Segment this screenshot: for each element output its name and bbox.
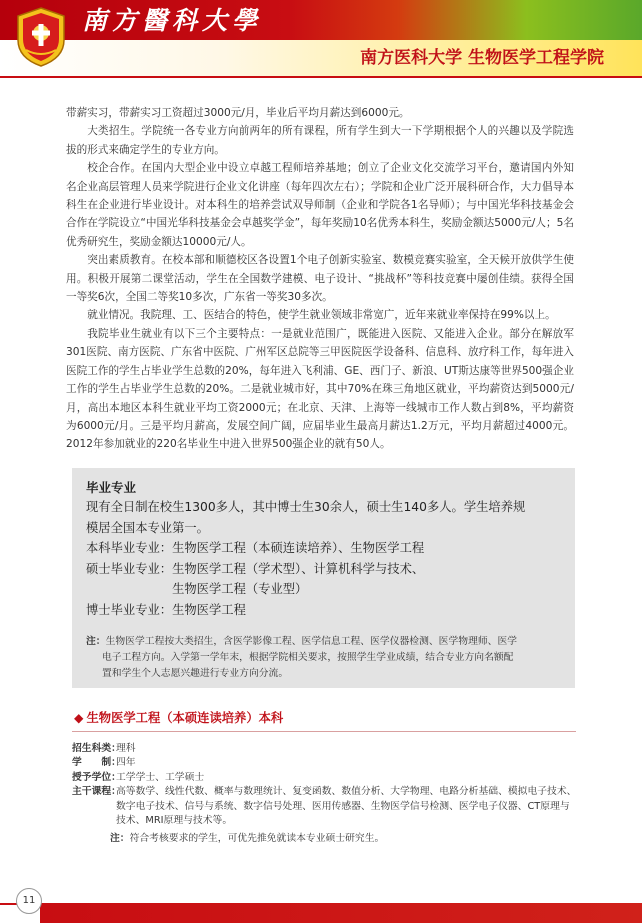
- info-value: 四年: [116, 757, 136, 769]
- page-header-title: 南方医科大学 生物医学工程学院: [360, 48, 604, 68]
- note-text: 符合考核要求的学生，可优先推免就读本专业硕士研究生。: [129, 833, 385, 845]
- info-row: [72, 771, 578, 785]
- university-emblem-icon: [12, 6, 70, 68]
- note-line: 生物医学工程按大类招生，含医学影像工程、医学信息工程、医学仪器检测、医学物理师、医学: [105, 636, 518, 647]
- graduate-majors-content: [86, 497, 566, 620]
- note-label: 注：: [86, 636, 106, 647]
- paragraph-employment: 就业情况。我院理、工、医结合的特色，使学生就业领域非常宽广，近年来就业率保持在99%以上。: [87, 309, 556, 322]
- university-brand-name: 南方醫科大學: [82, 6, 263, 35]
- program-info: [72, 742, 578, 847]
- graduate-line: 硕士毕业专业：生物医学工程（学术型）、计算机科学与技术、: [86, 561, 425, 576]
- page-header: [0, 0, 642, 78]
- program-divider: [72, 731, 576, 732]
- note-line: 电子工程方向。入学第一学年末，根据学院相关要求，按照学生学业成绩，结合专业方向名额配: [102, 652, 514, 664]
- graduate-line: 本科毕业专业：生物医学工程（本硕连读培养）、生物医学工程: [86, 541, 425, 555]
- graduate-note: [86, 634, 564, 683]
- note-label: 注：: [110, 833, 130, 845]
- graduate-line: 博士毕业专业：生物医学工程: [86, 602, 246, 617]
- info-value: 高等数学、线性代数、概率与数理统计、复变函数、数值分析、大学物理、电路分析基础、模拟电子技术、数字电子技术、信号与系统、数字信号处理、医用传感器、生物医学信号检测、医学电子仪器、CT原理与技术、MRI原理与技术等。: [116, 786, 577, 827]
- body-text: [66, 104, 574, 454]
- info-value: 理科: [116, 743, 136, 754]
- info-key: 主干课程：: [72, 786, 121, 798]
- info-row: [72, 756, 578, 770]
- info-key: 授予学位：: [72, 771, 121, 783]
- graduate-majors-title: 毕业专业: [86, 480, 137, 495]
- page-number: 11: [16, 888, 42, 914]
- info-row: [72, 785, 578, 828]
- info-row: [72, 742, 578, 756]
- header-divider: [0, 76, 642, 78]
- paragraph-internship: 带薪实习，带薪实习工资超过3000元/月，毕业后平均月薪达到6000元。: [66, 107, 410, 119]
- program-title: 生物医学工程（本硕连读培养）本科: [86, 711, 284, 725]
- info-value: 工学学士、工学硕士: [116, 771, 205, 783]
- note-line: 置和学生个人志愿兴趣进行专业方向分流。: [102, 668, 289, 680]
- footer-bar: [40, 903, 642, 923]
- graduate-line: 现有全日制在校生1300多人，其中博士生30余人，硕士生140多人。学生培养规: [86, 500, 526, 514]
- paragraph-cooperation: 校企合作。在国内大型企业中设立卓越工程师培养基地；创立了企业文化交流学习平台，邀请国内外知名企业高层管理人员来学院进行企业文化讲座（每年四次左右）；学院和企业广泛开展科研合作，大力倡导本科生在企业进行毕业设计。对本科生的培养尝试双导师制（企业和学院各1名导师）；与中国光华科技基金会合作在学院设立“中国光华科技基金会卓越奖学金”，每年奖励10名优秀本科生，奖励金额达5000元/人；5名优秀研究生，奖励金额达10000元/人。: [66, 162, 574, 248]
- diamond-icon: ◆: [74, 711, 84, 725]
- paragraph-employment-features: 我院毕业生就业有以下三个主要特点：一是就业范围广，既能进入医院、又能进入企业。部分在解放军301医院、南方医院、广东省中医院、广州军区总院等三甲医院医学设备科、信息科、放疗科工作，每年进入医院工作的学生占毕业学生总数的20%，每年进入飞利浦、GE、西门子、新浪、UT斯达康等世界500强企业工作的学生占毕业学生总数的20%。二是就业城市好，其中70%在珠三角地区就业，平均薪资达到5000元/月，高出本地区本科生就业平均工资2000元；在北京、天津、上海等一线城市工作人数占到8%，平均薪资为6000元/月。三是平均月薪高，发展空间广阔，应届毕业生最高月薪达1.2万元，平均月薪超过4000元。2012年参加就业的220名毕业生中进入世界500强企业的就有50人。: [66, 327, 574, 451]
- graduate-line: 生物医学工程（专业型）: [86, 582, 308, 596]
- program-heading: [74, 707, 283, 729]
- program-note: [72, 832, 578, 846]
- paragraph-enrollment: 大类招生。学院统一各专业方向前两年的所有课程，所有学生到大一下学期根据个人的兴趣以及学院选拔的形式来确定学生的专业方向。: [66, 125, 574, 156]
- info-key: 招生科类：: [72, 743, 121, 754]
- graduate-line: 模居全国本专业第一。: [86, 520, 209, 535]
- paragraph-quality-education: 突出素质教育。在校本部和顺德校区各设置1个电子创新实验室、数模竞赛实验室，全天候开放供学生使用。积极开展第二课堂活动，学生在全国数学建模、电子设计、“挑战杯”等科技竞赛中屡创佳绩。获得全国一等奖6次，全国二等奖10多次，广东省一等奖30多次。: [66, 254, 574, 304]
- graduate-majors-box: [72, 468, 575, 688]
- info-key: 学 制：: [72, 757, 121, 769]
